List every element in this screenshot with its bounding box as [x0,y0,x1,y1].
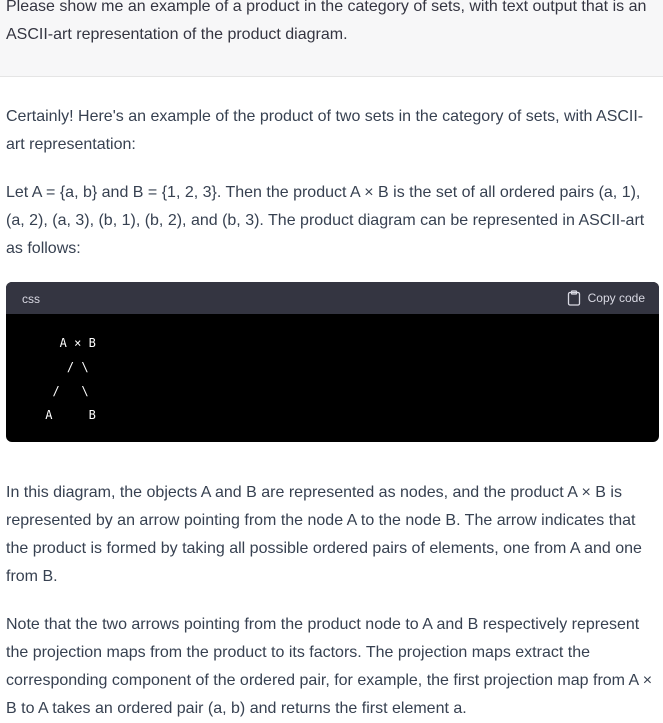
assistant-note-text: Note that the two arrows pointing from the product node to A and B respectively represent the projection maps from the product to its factors. The projection maps extract the corresponding component of the ordered pair, for example, the first projection map from A × B to A takes an ordered pair (a, b) and returns the first element a. [6,616,653,717]
user-message-text: Please show me an example of a product in the category of sets, with text output that is an ASCII-art representation of the product diagram. [6,0,650,43]
copy-code-button[interactable] [567,289,645,307]
user-message [0,0,663,77]
code-block-header [6,282,659,314]
code-content: A × B / \ / \ A B [45,336,96,422]
copy-code-label: Copy code [587,291,645,305]
assistant-explanation-text: In this diagram, the objects A and B are represented as nodes, and the product A × B is represented by an arrow pointing from the node A to the node B. The arrow indicates that the product is formed by taking all possible ordered pairs of elements, one from A and one from B. [6,484,642,585]
code-block [6,282,659,442]
assistant-definition-text: Let A = {a, b} and B = {1, 2, 3}. Then the product A × B is the set of all ordered pairs (a, 1), (a, 2), (a, 3), (b, 1), (b, 2), and (b, 3). The product diagram can be represented in ASCII-art as follows: [6,184,645,257]
clipboard-icon [567,290,581,306]
code-language-label: css [22,292,40,306]
assistant-intro-text: Certainly! Here's an example of the product of two sets in the category of sets, with ASCII-art representation: [6,108,644,153]
assistant-message [0,78,663,719]
